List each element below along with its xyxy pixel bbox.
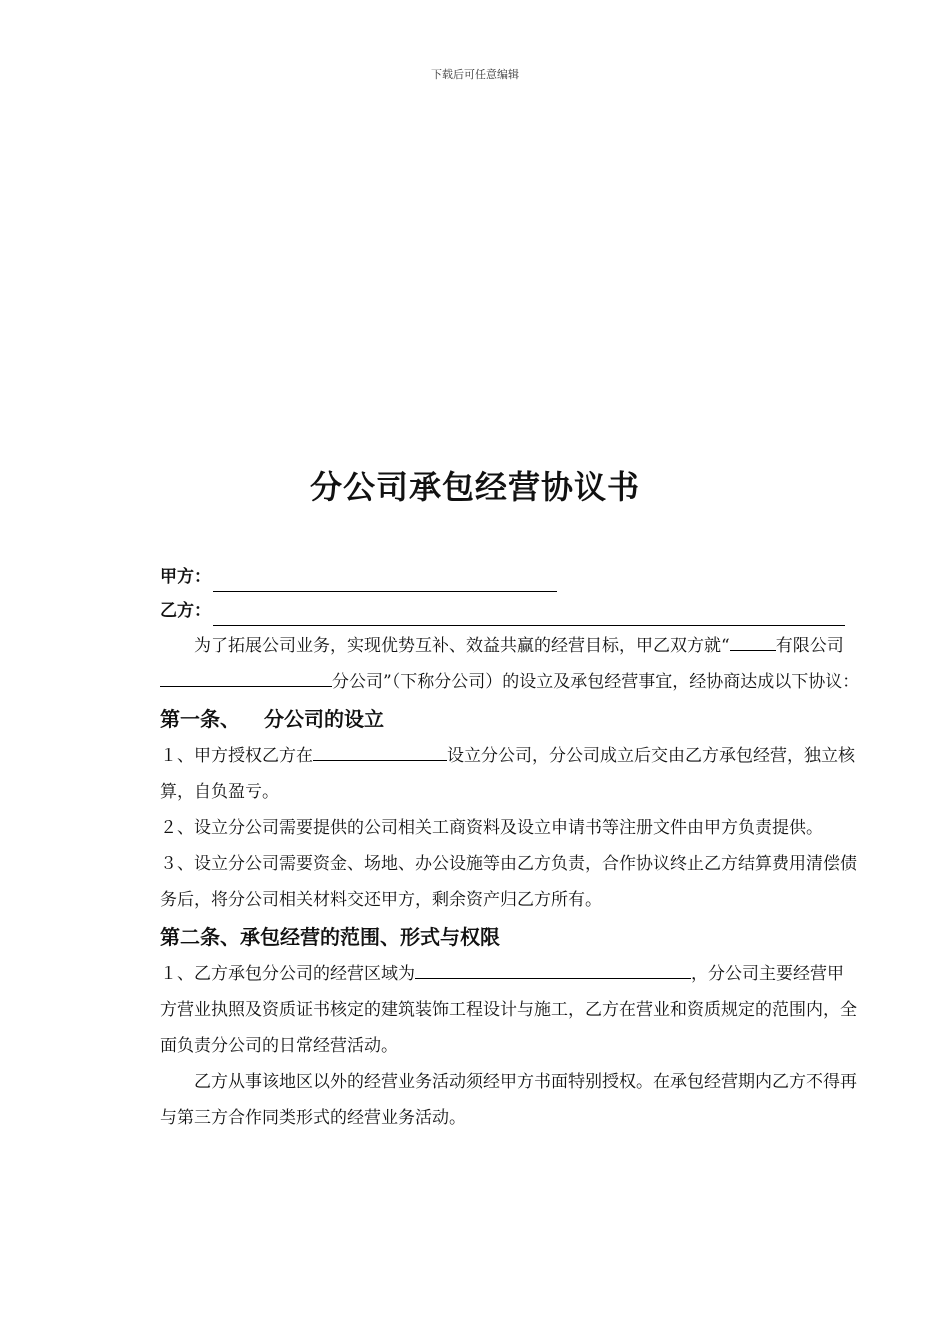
party-b-label: 乙方： [160, 601, 211, 621]
business-region-blank[interactable] [415, 958, 691, 979]
branch-name-blank[interactable] [160, 666, 332, 687]
header-note: 下载后可任意编辑 [431, 68, 519, 81]
intro-text-2: 有限公司 [775, 636, 844, 656]
article-1-item-1-text-b: 设立分公司，分公司成立后交由乙方承包经营，独立核算，自负盈亏。 [160, 746, 855, 802]
intro-text-3: 分公司”（下称分公司）的设立及承包经营事宜，经协商达成以下协议： [332, 672, 860, 692]
location-blank[interactable] [313, 740, 447, 761]
article-2-heading: 第二条、承包经营的范围、形式与权限 [160, 925, 500, 949]
party-a-row [160, 562, 557, 592]
party-a-blank[interactable] [213, 569, 557, 592]
article-2-item-1-text-b: ，分公司主要经营甲方营业执照及资质证书核定的建筑装饰工程设计与施工，乙方在营业和资质规定的范围内，全面负责分公司的日常经营活动。 [160, 964, 857, 1056]
article-1-title: 分公司的设立 [264, 707, 384, 731]
article-1-heading [160, 700, 860, 738]
article-2-item-1 [160, 956, 860, 1064]
party-a-label: 甲方： [160, 567, 211, 587]
intro-paragraph [160, 628, 860, 700]
article-1-number: 第一条、 [160, 707, 240, 731]
party-b-row [160, 596, 845, 626]
article-2-item-1-text-a: １、乙方承包分公司的经营区域为 [160, 964, 415, 984]
company-name-blank[interactable] [730, 630, 776, 651]
agreement-body [160, 628, 860, 1136]
article-1-item-1 [160, 738, 860, 810]
intro-text-1: 为了拓展公司业务，实现优势互补、效益共赢的经营目标，甲乙双方就“ [194, 636, 730, 656]
document-title: 分公司承包经营协议书 [309, 468, 640, 506]
article-1-item-1-text-a: １、甲方授权乙方在 [160, 746, 313, 766]
article-2-paragraph-2: 乙方从事该地区以外的经营业务活动须经甲方书面特别授权。在承包经营期内乙方不得再与第三方合作同类形式的经营业务活动。 [160, 1072, 857, 1128]
party-b-blank[interactable] [213, 603, 845, 626]
article-1-item-2: ２、设立分公司需要提供的公司相关工商资料及设立申请书等注册文件由甲方负责提供。 [160, 818, 823, 838]
article-1-item-3: ３、设立分公司需要资金、场地、办公设施等由乙方负责，合作协议终止乙方结算费用清偿债务后，将分公司相关材料交还甲方，剩余资产归乙方所有。 [160, 854, 857, 910]
